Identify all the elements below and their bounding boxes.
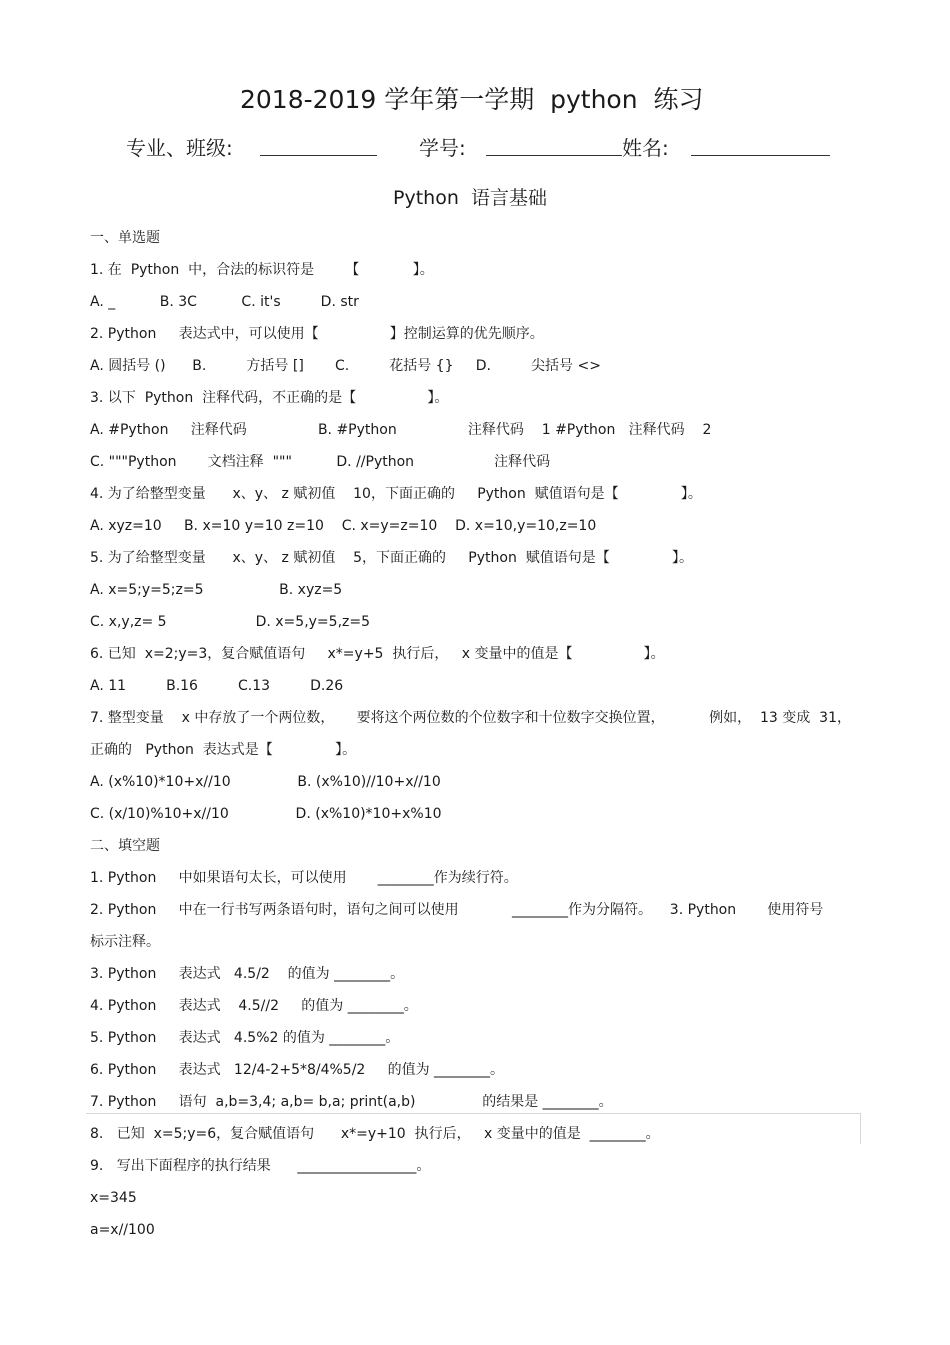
question-line: 2. Python 表达式中，可以使用【 】控制运算的优先顺序。 bbox=[90, 326, 544, 342]
question-line: 5. Python 表达式 4.5%2 的值为 ________。 bbox=[90, 1030, 400, 1046]
options-line: C. (x/10)%10+x//10 D. (x%10)*10+x%10 bbox=[90, 806, 442, 822]
frame-line-right bbox=[860, 1113, 861, 1144]
options-line: C. x,y,z= 5 D. x=5,y=5,z=5 bbox=[90, 614, 370, 630]
section-subtitle: Python 语言基础 bbox=[393, 187, 547, 209]
student-id-label: 学号: bbox=[419, 136, 466, 160]
question-line: 9. 写出下面程序的执行结果 _________________。 bbox=[90, 1158, 431, 1174]
question-line: 6. 已知 x=2;y=3，复合赋值语句 x*=y+5 执行后， x 变量中的值是【 】。 bbox=[90, 646, 665, 662]
options-line: A. _ B. 3C C. it's D. str bbox=[90, 294, 359, 310]
section-heading-fill-in: 二、填空题 bbox=[90, 838, 160, 854]
question-line: 3. 以下 Python 注释代码，不正确的是【 】。 bbox=[90, 390, 449, 406]
question-line: 4. Python 表达式 4.5//2 的值为 ________。 bbox=[90, 998, 418, 1014]
options-line: A. x=5;y=5;z=5 B. xyz=5 bbox=[90, 582, 343, 598]
code-line: a=x//100 bbox=[90, 1222, 155, 1238]
question-line: 7. Python 语句 a,b=3,4; a,b= b,a; print(a,b) 的结果是 ________。 bbox=[90, 1094, 613, 1110]
name-label: 姓名: bbox=[622, 136, 669, 160]
class-label: 专业、班级: bbox=[126, 136, 233, 160]
question-line: 3. Python 表达式 4.5/2 的值为 ________。 bbox=[90, 966, 405, 982]
student-id-blank[interactable] bbox=[486, 139, 622, 156]
question-line: 1. Python 中如果语句太长，可以使用 ________作为续行符。 bbox=[90, 870, 518, 886]
question-line: 7. 整型变量 x 中存放了一个两位数， 要将这个两位数的个位数字和十位数字交换位置， 例如， 13 变成 31， bbox=[90, 710, 851, 726]
options-line: A. (x%10)*10+x//10 B. (x%10)//10+x//10 bbox=[90, 774, 441, 790]
question-line: 1. 在 Python 中，合法的标识符是 【 】。 bbox=[90, 262, 434, 278]
question-line: 8. 已知 x=5;y=6，复合赋值语句 x*=y+10 执行后， x 变量中的值是 ________。 bbox=[90, 1126, 660, 1142]
question-line: 标示注释。 bbox=[90, 934, 160, 950]
options-line: A. xyz=10 B. x=10 y=10 z=10 C. x=y=z=10 D. x=10,y=10,z=10 bbox=[90, 518, 597, 534]
code-line: x=345 bbox=[90, 1190, 137, 1206]
options-line: A. 11 B.16 C.13 D.26 bbox=[90, 678, 344, 694]
frame-line-top bbox=[86, 1113, 860, 1114]
class-blank[interactable] bbox=[260, 139, 377, 156]
question-line: 4. 为了给整型变量 x、y、 z 赋初值 10，下面正确的 Python 赋值语句是【 】。 bbox=[90, 486, 702, 502]
options-line: A. #Python 注释代码 B. #Python 注释代码 1 #Python 注释代码 2 bbox=[90, 422, 712, 438]
question-line: 5. 为了给整型变量 x、y、 z 赋初值 5，下面正确的 Python 赋值语句是【 】。 bbox=[90, 550, 694, 566]
options-line: C. """Python 文档注释 """ D. //Python 注释代码 bbox=[90, 454, 551, 470]
page-title: 2018-2019 学年第一学期 python 练习 bbox=[240, 85, 704, 114]
question-line: 2. Python 中在一行书写两条语句时，语句之间可以使用 ________作为分隔符。 3. Python 使用符号 bbox=[90, 902, 824, 918]
name-blank[interactable] bbox=[691, 139, 830, 156]
options-line: A. 圆括号 () B. 方括号 [] C. 花括号 {} D. 尖括号 <> bbox=[90, 358, 601, 374]
question-line: 正确的 Python 表达式是【 】。 bbox=[90, 742, 357, 758]
section-heading-single-choice: 一、单选题 bbox=[90, 230, 160, 246]
question-line: 6. Python 表达式 12/4-2+5*8/4%5/2 的值为 ________。 bbox=[90, 1062, 505, 1078]
